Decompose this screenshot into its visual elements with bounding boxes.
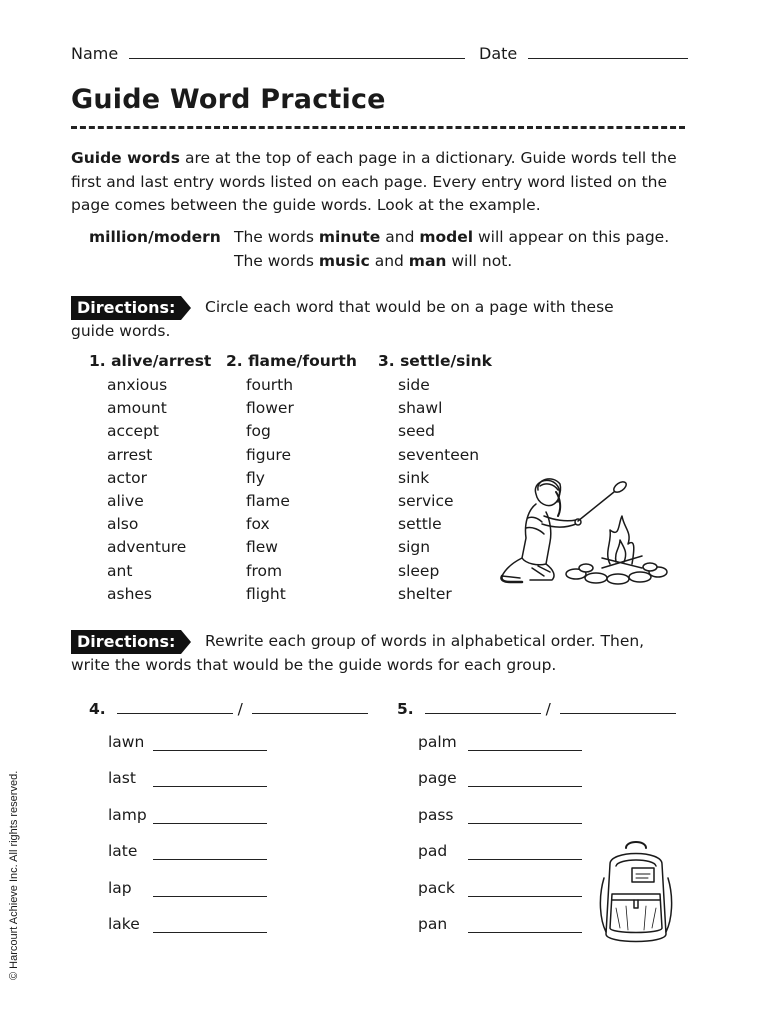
part4-first-guide-blank[interactable] [117, 713, 233, 714]
name-blank[interactable] [129, 58, 465, 59]
word-option[interactable]: shawl [398, 399, 443, 418]
part5-answer-blank[interactable] [468, 786, 582, 787]
directions-text-1a: Circle each word that would be on a page with these [205, 298, 614, 316]
word-option[interactable]: fourth [246, 376, 294, 394]
date-blank[interactable] [528, 58, 688, 59]
part5-answer-blank[interactable] [468, 896, 582, 897]
part5-word: pad [418, 842, 448, 861]
date-field [479, 44, 688, 63]
intro-text: are at the top of each page in a dictionary. Guide words tell the first and last entry words listed on each page. Every entry word listed on the page comes between the guide words. Look at the example. [71, 149, 677, 214]
word-option[interactable]: actor [107, 468, 147, 487]
part4-answer-blank[interactable] [153, 786, 267, 787]
example-line-1: The words minute and model will appear on this page. [234, 228, 670, 246]
title-rule [71, 126, 685, 129]
part4-answer-blank[interactable] [153, 750, 267, 751]
word-option[interactable]: fox [246, 515, 270, 534]
directions-text-2b: write the words that would be the guide words for each group. [71, 656, 557, 674]
word-option[interactable]: fly [246, 468, 265, 487]
word-option[interactable]: flew [246, 538, 278, 557]
word-option[interactable]: anxious [107, 376, 168, 394]
example-line-2: The words music and man will not. [234, 252, 513, 270]
copyright-notice: © Harcourt Achieve Inc. All rights reserved. [8, 770, 20, 980]
directions-text-1b: guide words. [71, 322, 171, 340]
part5-last-guide-blank[interactable] [560, 713, 676, 714]
part4-word: lawn [108, 733, 145, 751]
word-option[interactable]: flight [246, 584, 286, 603]
part5-answer-blank[interactable] [468, 932, 582, 933]
directions-text-2a: Rewrite each group of words in alphabetical order. Then, [205, 632, 645, 650]
part5-guide-words: 5. / [397, 700, 676, 718]
word-option[interactable]: seventeen [398, 445, 480, 464]
word-option[interactable]: service [398, 492, 454, 510]
part4-word: late [108, 842, 138, 861]
part5-word: page [418, 769, 457, 788]
part5-word: pan [418, 915, 448, 933]
word-option[interactable]: figure [246, 445, 291, 464]
word-option[interactable]: ant [107, 561, 133, 580]
directions-label: Directions: [71, 296, 181, 320]
word-option[interactable]: sink [398, 468, 430, 487]
part4-word: last [108, 769, 136, 788]
column-heading-3: 3. settle/sink [378, 352, 492, 370]
word-option[interactable]: ashes [107, 584, 153, 603]
part4-guide-words: 4. / [89, 700, 368, 718]
word-option[interactable]: from [246, 561, 283, 580]
example-guide-words: million/modern [89, 228, 221, 246]
word-option[interactable]: amount [107, 399, 167, 418]
part5-answer-blank[interactable] [468, 859, 582, 860]
word-option[interactable]: adventure [107, 538, 187, 557]
word-option[interactable]: alive [107, 492, 144, 510]
part4-answer-blank[interactable] [153, 896, 267, 897]
backpack-illustration [596, 838, 676, 950]
part4-answer-blank[interactable] [153, 932, 267, 933]
part4-answer-blank[interactable] [153, 859, 267, 860]
part4-word: lamp [108, 805, 147, 824]
intro-bold-lead: Guide words [71, 149, 181, 167]
word-option[interactable]: shelter [398, 584, 452, 603]
column-heading-1: 1. alive/arrest [89, 352, 212, 370]
part5-answer-blank[interactable] [468, 750, 582, 751]
word-option[interactable]: sign [398, 538, 431, 557]
word-option[interactable]: also [107, 515, 139, 534]
part4-word: lake [108, 915, 140, 933]
word-option[interactable]: settle [398, 515, 442, 534]
column-heading-2: 2. flame/fourth [226, 352, 357, 370]
directions-badge-2 [71, 630, 191, 654]
word-option[interactable]: flame [246, 492, 290, 510]
word-option[interactable]: seed [398, 422, 435, 441]
name-field [71, 44, 465, 63]
camper-roasting-marshmallow-illustration [492, 472, 672, 587]
word-option[interactable]: flower [246, 399, 294, 418]
arrow-right-icon [181, 630, 191, 654]
name-label: Name [71, 44, 119, 63]
directions-badge-1 [71, 296, 191, 320]
word-option[interactable]: side [398, 376, 430, 394]
word-option[interactable]: fog [246, 422, 271, 441]
directions-label: Directions: [71, 630, 181, 654]
part5-word: palm [418, 733, 457, 751]
date-label: Date [479, 44, 518, 63]
intro-paragraph [71, 147, 691, 218]
word-option[interactable]: arrest [107, 445, 153, 464]
page-title: Guide Word Practice [71, 84, 386, 115]
word-option[interactable]: sleep [398, 561, 440, 580]
part4-last-guide-blank[interactable] [252, 713, 368, 714]
part5-word: pass [418, 805, 454, 824]
arrow-right-icon [181, 296, 191, 320]
part4-answer-blank[interactable] [153, 823, 267, 824]
part5-answer-blank[interactable] [468, 823, 582, 824]
part5-first-guide-blank[interactable] [425, 713, 541, 714]
word-option[interactable]: accept [107, 422, 159, 441]
part5-word: pack [418, 878, 455, 897]
part4-word: lap [108, 878, 132, 897]
